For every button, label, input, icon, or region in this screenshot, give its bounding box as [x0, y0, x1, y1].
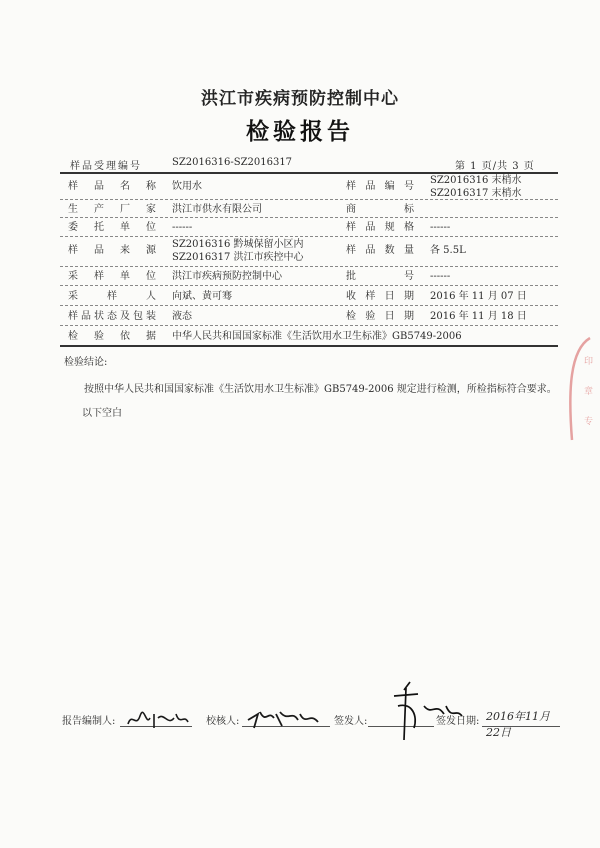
prepared-by-signature — [124, 706, 190, 732]
test-date-value: 2016 年 11 月 18 日 — [430, 311, 527, 322]
quantity-label: 样品数量 — [346, 245, 414, 256]
svg-text:专: 专 — [584, 417, 594, 427]
sampler-label: 采样人 — [68, 291, 156, 302]
sample-no-label: 样品编号 — [346, 181, 414, 192]
condition-value: 液态 — [172, 311, 192, 322]
prepared-by-label: 报告编制人: — [62, 716, 116, 727]
client-value: ------ — [172, 222, 193, 233]
sampler-value: 向斌、黄可骞 — [172, 291, 232, 302]
conclusion-line-1: 按照中华人民共和国国家标准《生活饮用水卫生标准》GB5749-2006 规定进行检测，所检指标符合要求。 — [84, 384, 557, 395]
table-top-border — [60, 172, 558, 174]
basis-label: 检验依据 — [68, 331, 156, 342]
source-value-1: SZ2016316 黔城保留小区内 — [172, 239, 304, 250]
conclusion-title: 检验结论: — [64, 357, 108, 368]
svg-text:印: 印 — [584, 357, 594, 367]
page-indicator: 第 1 页/共 3 页 — [455, 161, 535, 172]
issued-by-label: 签发人: — [334, 716, 368, 727]
conclusion-body — [84, 378, 562, 426]
conclusion-line-2: 以下空白 — [82, 408, 122, 419]
basis-value: 中华人民共和国国家标准《生活饮用水卫生标准》GB5749-2006 — [172, 331, 462, 342]
issue-date-label: 签发日期: — [436, 716, 480, 727]
issued-by-signature — [374, 676, 464, 744]
sampling-unit-value: 洪江市疾病预防控制中心 — [172, 271, 282, 282]
sample-no-value-1: SZ2016316 末梢水 — [430, 175, 522, 186]
source-value-2: SZ2016317 洪江市疾控中心 — [172, 252, 304, 263]
signature-row — [62, 706, 562, 739]
row-divider — [60, 236, 558, 237]
row-divider — [60, 325, 558, 326]
receive-date-label: 收样日期 — [346, 291, 414, 302]
reviewed-by-signature — [244, 704, 324, 732]
source-label: 样品来源 — [68, 245, 156, 256]
report-title: 检验报告 — [246, 118, 354, 145]
row-divider — [60, 266, 558, 267]
seal-stamp — [560, 330, 600, 450]
receive-date-value: 2016 年 11 月 07 日 — [430, 291, 527, 302]
manufacturer-label: 生产厂家 — [68, 204, 156, 215]
table-bottom-border — [60, 345, 558, 347]
test-date-label: 检验日期 — [346, 311, 414, 322]
issue-date-value: 2016年11月22日 — [486, 710, 550, 739]
reviewed-by-label: 校核人: — [206, 716, 240, 727]
spec-label: 样品规格 — [346, 222, 414, 233]
serial-label: 样品受理编号 — [70, 161, 142, 172]
serial-value: SZ2016316-SZ2016317 — [172, 157, 293, 168]
spec-value: ------ — [430, 222, 451, 233]
sampling-unit-label: 采样单位 — [68, 271, 156, 282]
batch-label: 批号 — [346, 271, 414, 282]
client-label: 委托单位 — [68, 222, 156, 233]
condition-label: 样品状态及包装 — [68, 311, 156, 322]
row-divider — [60, 305, 558, 306]
row-divider — [60, 217, 558, 218]
trademark-label: 商标 — [346, 204, 414, 215]
organization-name: 洪江市疾病预防控制中心 — [201, 89, 399, 109]
sample-no-value-2: SZ2016317 末梢水 — [430, 188, 522, 199]
sample-name-value: 饮用水 — [172, 181, 202, 192]
batch-value: ------ — [430, 271, 451, 282]
manufacturer-value: 洪江市供水有限公司 — [172, 204, 262, 215]
quantity-value: 各 5.5L — [430, 245, 466, 256]
svg-text:章: 章 — [584, 387, 594, 397]
sample-name-label: 样品名称 — [68, 181, 156, 192]
row-divider — [60, 285, 558, 286]
